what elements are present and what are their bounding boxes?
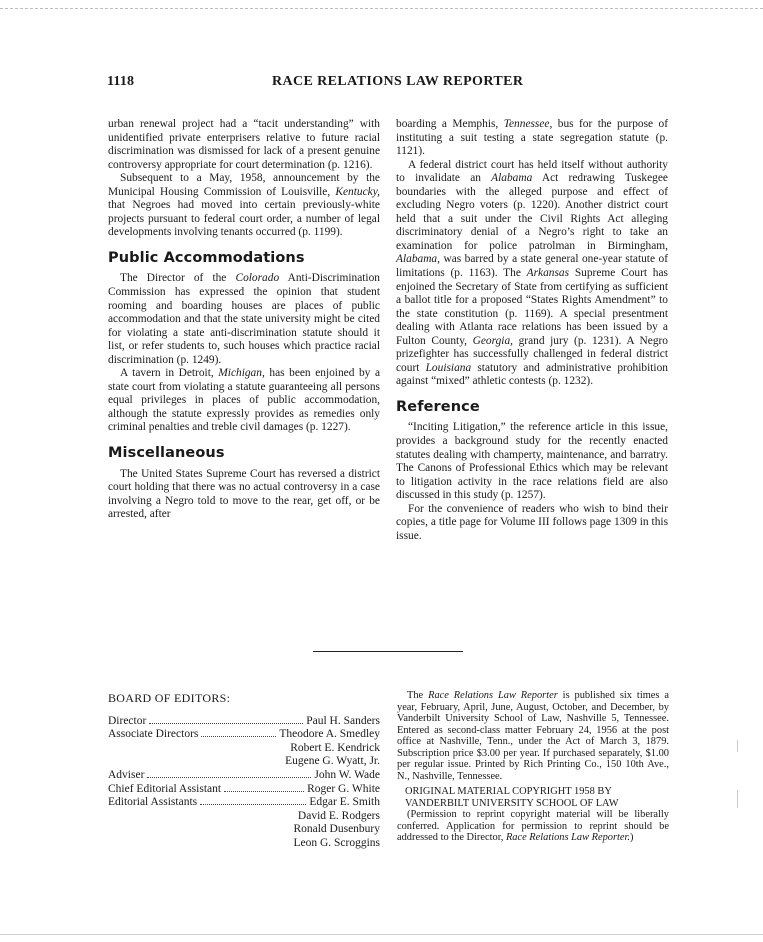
margin-mark: [737, 790, 738, 808]
paragraph: boarding a Memphis, Tennessee, bus for the purpose of instituting a suit testing a state segregation statute (p. 1121).: [396, 118, 669, 158]
editor-row: [108, 728, 380, 742]
editor-name: Edgar E. Smith: [309, 796, 380, 809]
running-title: RACE RELATIONS LAW REPORTER: [272, 74, 524, 89]
editor-list: [108, 715, 380, 851]
dot-leader: [224, 791, 304, 792]
editor-name: Paul H. Sanders: [306, 714, 380, 727]
editor-name: Roger G. White: [307, 782, 380, 795]
editor-role: Adviser: [108, 768, 145, 781]
paragraph: The Director of the Colorado Anti-Discrimination Commission has expressed the opinion that student rooming and boarding houses are places of public accommodation and that the state university might be cited for violating a state anti-discrimination statute should it list, or refer students to, such houses which practice racial discrimination (p. 1249).: [108, 272, 380, 366]
page-header: [107, 74, 667, 92]
publication-info: [397, 690, 669, 844]
editor-name: Eugene G. Wyatt, Jr.: [285, 755, 380, 768]
dot-leader: [200, 804, 306, 805]
paragraph: A federal district court has held itself without authority to invalidate an Alabama Act redrawing Tuskegee boundaries with the alleged purpose and effect of excluding Negro voters (p. 1220). Another district court held that a suit under the Civil Rights Act alleging discriminatory denial of a Negro’s right to take an examination for police patrolman in Birmingham, Alabama, was barred by a state general one-year statute of limitations (p. 1163). The Arkansas Supreme Court has enjoined the Secretary of State from certifying as sufficient a ballot title for a proposed “States Rights Amendment” to the state constitution (p. 1169). A special presentment dealing with Atlanta race relations has been issued by a Fulton County, Georgia, grand jury (p. 1231). A Negro prizefighter has successfully challenged in federal district court Louisiana statutory and administrative prohibition against “mixed” athletic contests (p. 1232).: [396, 158, 668, 388]
board-of-editors: [108, 692, 380, 851]
page-bottom-edge: [0, 934, 763, 935]
editor-name: Ronald Dusenbury: [293, 823, 380, 836]
editor-row: [108, 796, 380, 810]
editor-name: John W. Wade: [314, 768, 380, 781]
paragraph: A tavern in Detroit, Michigan, has been enjoined by a state court from violating a statute guaranteeing all persons equal privileges in places of public accommodation, although the statute expressly provides as remedies only criminal penalties and treble civil damages (p. 1227).: [108, 367, 380, 434]
editor-role: Chief Editorial Assistant: [108, 782, 222, 795]
dot-leader: [201, 736, 276, 737]
paragraph: urban renewal project had a “tacit understanding” with unidentified private enterprisers relative to future racial discrimination was dismissed for lack of a present genuine controversy appropriate for court determination (p. 1216).: [108, 118, 380, 171]
editor-name: Theodore A. Smedley: [279, 728, 380, 741]
editor-row: [108, 769, 380, 783]
section-heading-miscellaneous: Miscellaneous: [108, 445, 225, 462]
paragraph: The United States Supreme Court has reversed a district court holding that there was no actual controversy in a case involving a Negro told to move to the rear, get off, or be arrested, after: [108, 467, 380, 521]
paragraph: For the convenience of readers who wish to bind their copies, a title page for Volume III follows page 1309 in this issue.: [396, 502, 668, 542]
editor-row: [108, 783, 380, 797]
paragraph: Subsequent to a May, 1958, announcement by the Municipal Housing Commission of Louisville, Kentucky, that Negroes had moved into certain previously-white projects pursuant to federal court order, a number of legal developments involving tenants occurred (p. 1199).: [108, 172, 380, 239]
editor-name: Leon G. Scroggins: [293, 836, 380, 849]
right-column: [396, 118, 668, 543]
copyright-notice: ORIGINAL MATERIAL COPYRIGHT 1958 BY VANDERBILT UNIVERSITY SCHOOL OF LAW: [405, 786, 619, 809]
publication-statement: The Race Relations Law Reporter is published six times a year, February, April, June, August, October, and December, by Vanderbilt University School of Law, Nashville 5, Tennessee. Entered as second-class matter February 24, 1956 at the post office at Nashville, Tenn., under the Act of March 3, 1879. Subscription price $3.00 per year. If purchased separately, $1.00 per regular issue. Printed by Rich Printing Co., 150 10th Ave., N., Nashville, Tennessee.: [397, 690, 669, 782]
editor-role: Director: [108, 714, 147, 727]
paragraph: “Inciting Litigation,” the reference article in this issue, provides a background study for the recently enacted statutes dealing with champerty, maintenance, and barratry. The Canons of Professional Ethics which may be relevant to litigation activity in the race relations field are also discussed in this study (p. 1257).: [396, 421, 668, 502]
dot-leader: [147, 777, 311, 778]
page-top-edge: [0, 8, 763, 9]
editor-name: Robert E. Kendrick: [290, 741, 380, 754]
section-heading-public-accommodations: Public Accommodations: [108, 249, 305, 266]
permission-notice: (Permission to reprint copyright material will be liberally conferred. Application for permission to reprint should be addressed to the Director, Race Relations Law Reporter.): [397, 809, 669, 843]
dot-leader: [149, 723, 303, 724]
editor-row: [108, 715, 380, 729]
editor-name: David E. Rodgers: [297, 809, 380, 822]
page-number: 1118: [107, 74, 135, 89]
editor-role: Editorial Assistants: [108, 796, 198, 809]
section-heading-reference: Reference: [396, 398, 480, 415]
left-column: [108, 118, 380, 522]
margin-mark: [737, 740, 738, 752]
section-divider: [313, 651, 463, 652]
editor-role: Associate Directors: [108, 728, 199, 741]
board-heading: BOARD OF EDITORS:: [108, 691, 231, 705]
